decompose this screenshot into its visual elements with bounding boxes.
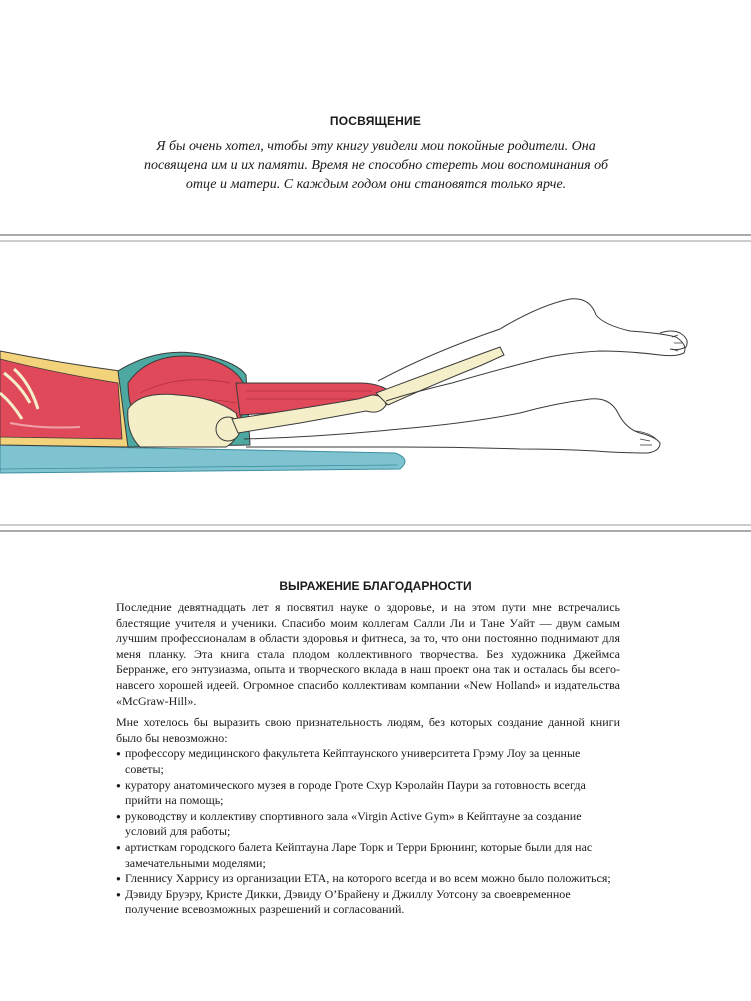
list-item: ● руководству и коллективу спортивного зала «Virgin Active Gym» в Кейптауне за создание условий для работы; xyxy=(116,809,620,840)
list-item: ● Гленнису Харрису из организации ETA, на которого всегда и во всем можно было положиться; xyxy=(116,871,620,887)
exercise-mat xyxy=(0,445,405,473)
raised-foot xyxy=(660,331,687,350)
list-item: ● Дэвиду Бруэру, Кристе Дикки, Дэвиду О’Брайену и Джиллу Уотсону за своевременное получение всевозможных разрешений и согласований. xyxy=(116,887,620,918)
acknowledgements-list xyxy=(116,746,620,918)
acknowledgements-paragraph: Мне хотелось бы выразить свою признательность людям, без которых создание данной книги было бы невозможно: xyxy=(116,715,620,745)
acknowledgements-title: ВЫРАЖЕНИЕ БЛАГОДАРНОСТИ xyxy=(279,579,472,593)
dedication-text: Я бы очень хотел, чтобы эту книгу увидели мои покойные родители. Она посвящена им и их памяти. Время не способно стереть мои воспоминания об отце и матери. С каждым годом они становятся только ярче. xyxy=(143,139,609,192)
dedication-title: ПОСВЯЩЕНИЕ xyxy=(329,114,422,128)
acknowledgements-paragraph: Последние девятнадцать лет я посвятил науке о здоровье, и на этом пути мне встречались блестящие учителя и ученики. Спасибо моим коллегам Салли Ли и Тане Уайт — двум самым лучшим профессионалам в области здоровья и фитнеса, за то, что они постоянно поднимают для меня планку. Эта книга стала плодом коллективного творчества. Без художника Джеймса Берранже, его энтузиазма, опыта и творческого вклада в наш проект она так и осталась бы всего-навсего хорошей идеей. Огромное спасибо коллективам компании «New Holland» и издательства «McGraw-Hill». xyxy=(116,600,620,708)
acknowledgements-body xyxy=(116,600,620,918)
list-item: ● профессору медицинского факультета Кейптаунского университета Грэму Лоу за ценные советы; xyxy=(116,746,620,777)
list-item: ● куратору анатомического музея в городе Гроте Схур Кэролайн Паури за готовность всегда прийти на помощь; xyxy=(116,778,620,809)
list-item: ● артисткам городского балета Кейптауна Ларе Торк и Терри Брюнинг, которые были для нас замечательными моделями; xyxy=(116,840,620,871)
anatomy-illustration xyxy=(0,233,751,535)
tibia-bone xyxy=(376,347,504,405)
